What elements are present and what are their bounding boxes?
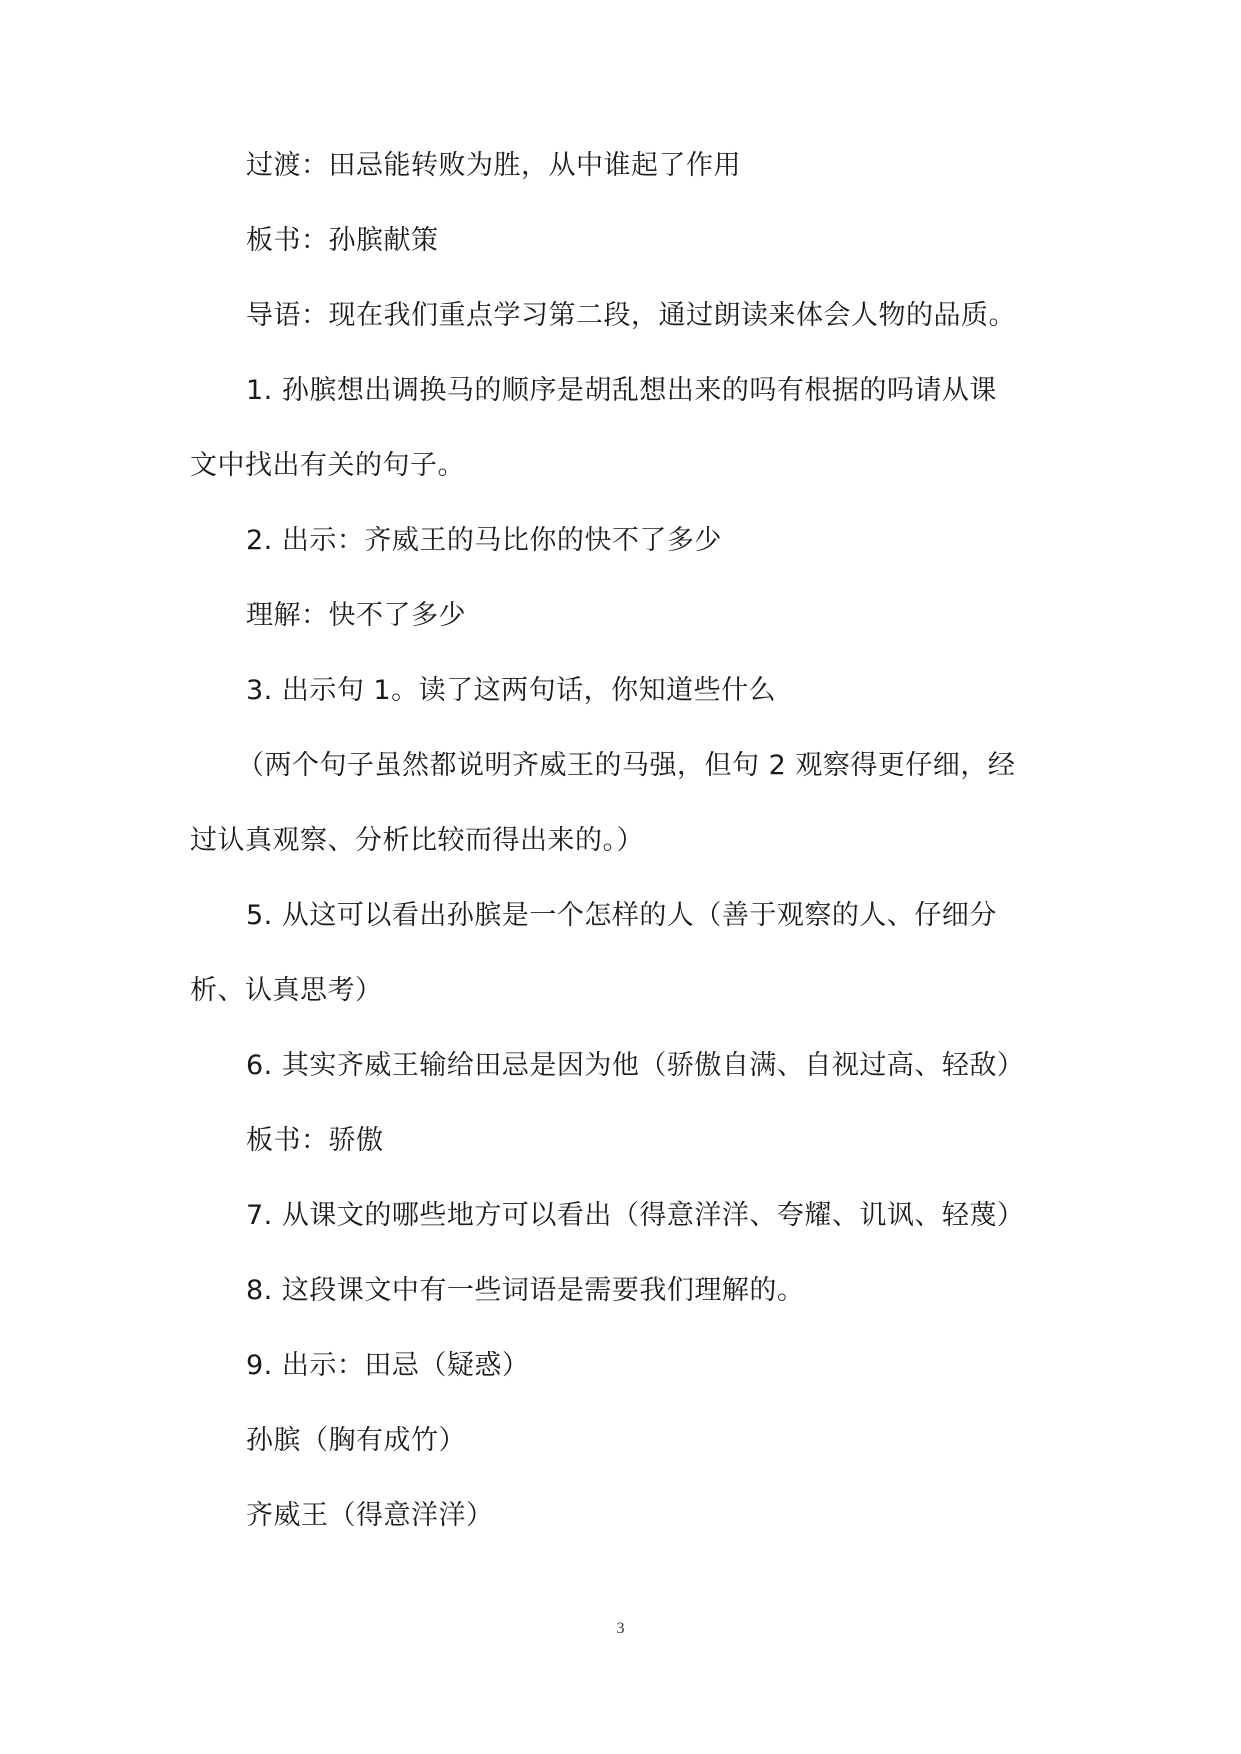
text-line-item-6: 6. 其实齐威王输给田忌是因为他（骄傲自满、自视过高、轻敌） [246, 1050, 1025, 1081]
text-line-sun-bin: 孙膑（胸有成竹） [246, 1425, 466, 1456]
text-line-item-7: 7. 从课文的哪些地方可以看出（得意洋洋、夸耀、讥讽、轻蔑） [246, 1200, 1025, 1231]
text-line-item-9: 9. 出示：田忌（疑惑） [246, 1350, 530, 1381]
text-line-item-1: 1. 孙膑想出调换马的顺序是胡乱想出来的吗有根据的吗请从课 [246, 375, 997, 406]
text-line-item-8: 8. 这段课文中有一些词语是需要我们理解的。 [246, 1275, 805, 1306]
text-line-item-1-cont: 文中找出有关的句子。 [190, 450, 465, 481]
text-line-item-3: 3. 出示句 1。读了这两句话，你知道些什么 [246, 675, 777, 706]
text-line-explanation-cont: 过认真观察、分析比较而得出来的。） [190, 825, 644, 856]
text-line-board-note-2: 板书：骄傲 [246, 1125, 384, 1156]
text-line-item-5-cont: 析、认真思考） [190, 975, 383, 1006]
text-line-intro: 导语：现在我们重点学习第二段，通过朗读来体会人物的品质。 [246, 300, 1016, 331]
text-line-board-note-1: 板书：孙膑献策 [246, 225, 439, 256]
text-line-item-2: 2. 出示：齐威王的马比你的快不了多少 [246, 525, 722, 556]
text-line-king-qi: 齐威王（得意洋洋） [246, 1500, 494, 1531]
text-line-explanation: （两个句子虽然都说明齐威王的马强，但句 2 观察得更仔细，经 [237, 750, 1016, 781]
text-line-item-5: 5. 从这可以看出孙膑是一个怎样的人（善于观察的人、仔细分 [246, 900, 997, 931]
text-line-transition: 过渡：田忌能转败为胜，从中谁起了作用 [246, 150, 741, 181]
page-number: 3 [616, 1620, 625, 1637]
text-line-understanding: 理解：快不了多少 [246, 600, 466, 631]
